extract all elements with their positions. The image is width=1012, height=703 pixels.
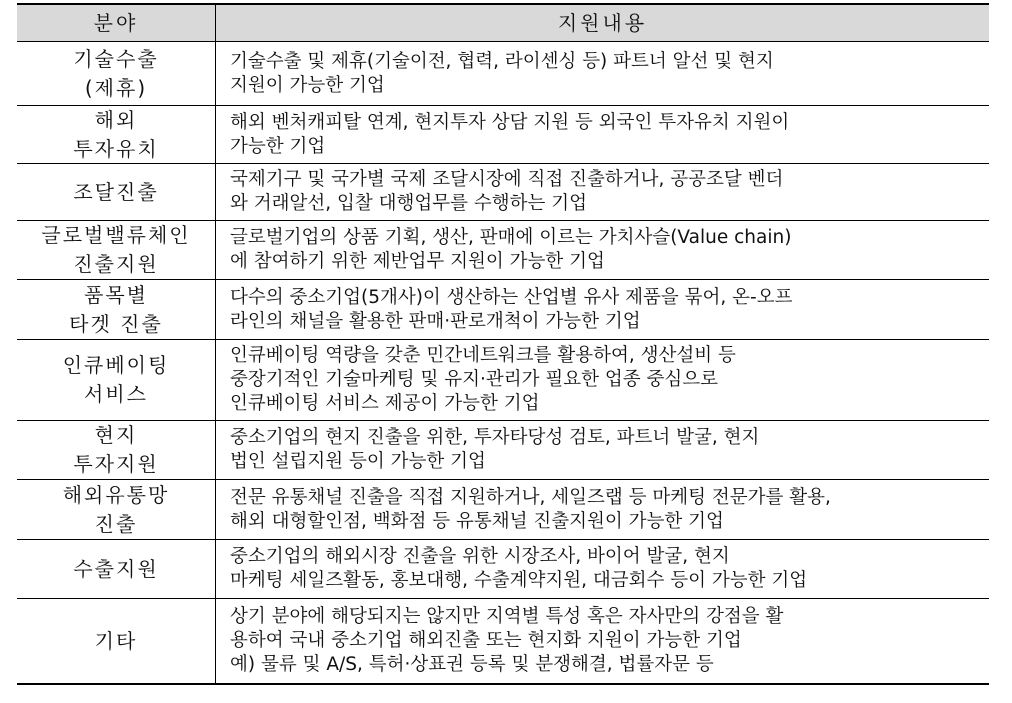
row-category: 해외 투자유치: [17, 106, 216, 163]
table-row: [17, 421, 989, 480]
header-category: 분야: [17, 5, 216, 41]
row-description: 인큐베이팅 역량을 갖춘 민간네트워크를 활용하여, 생산설비 등 중장기적인 기술마케팅 및 유지·관리가 필요한 업종 중심으로 인큐베이팅 서비스 제공이 가능한 기업: [230, 345, 736, 414]
table-row: [17, 42, 989, 106]
row-category: 기타: [17, 599, 216, 683]
row-category: 현지 투자지원: [17, 421, 216, 479]
row-category: 기술수출 (제휴): [17, 42, 216, 105]
header-description: 지원내용: [557, 11, 648, 35]
table-row: [17, 340, 989, 421]
support-table: [17, 3, 989, 685]
row-category: 수출지원: [17, 540, 216, 598]
table-row: [17, 106, 989, 164]
row-category: 인큐베이팅 서비스: [17, 340, 216, 420]
row-description: 해외 벤처캐피탈 연계, 현지투자 상담 지원 등 외국인 투자유치 지원이 가능한 기업: [230, 111, 790, 157]
table-row: [17, 221, 989, 280]
table-row: [17, 280, 989, 340]
table-row: [17, 480, 989, 540]
row-category: 해외유통망 진출: [17, 480, 216, 539]
table-row: [17, 540, 989, 599]
row-description: 국제기구 및 국가별 국제 조달시장에 직접 진출하거나, 공공조달 벤더 와 거래알선, 입찰 대행업무를 수행하는 기업: [230, 169, 784, 214]
row-description: 글로벌기업의 상품 기획, 생산, 판매에 이르는 가치사슬(Value chain) 에 참여하기 위한 제반업무 지원이 가능한 기업: [230, 227, 792, 272]
row-description: 중소기업의 현지 진출을 위한, 투자타당성 검토, 파트너 발굴, 현지 법인 설립지원 등이 가능한 기업: [230, 427, 760, 472]
row-description: 다수의 중소기업(5개사)이 생산하는 산업별 유사 제품을 묶어, 온-오프 라인의 채널을 활용한 판매·판로개척이 가능한 기업: [230, 286, 793, 332]
row-description: 상기 분야에 해당되지는 않지만 지역별 특성 혹은 자사만의 강점을 활 용하여 국내 중소기업 해외진출 또는 현지화 지원이 가능한 기업 예) 물류 및 A/S, 특허·상표권 등록 및 분쟁해결, 법률자문 등: [230, 606, 784, 675]
row-category: 품목별 타겟 진출: [17, 280, 216, 339]
row-category: 글로벌밸류체인 진출지원: [17, 221, 216, 279]
row-category: 조달진출: [17, 164, 216, 220]
row-description: 중소기업의 해외시장 진출을 위한 시장조사, 바이어 발굴, 현지 마케팅 세일즈활동, 홍보대행, 수출계약지원, 대금회수 등이 가능한 기업: [230, 546, 808, 591]
table-header-row: [17, 5, 989, 42]
row-description: 전문 유통채널 진출을 직접 지원하거나, 세일즈랩 등 마케팅 전문가를 활용, 해외 대형할인점, 백화점 등 유통채널 진출지원이 가능한 기업: [230, 486, 831, 532]
row-description: 기술수출 및 제휴(기술이전, 협력, 라이센싱 등) 파트너 알선 및 현지 지원이 가능한 기업: [230, 50, 774, 96]
table-row: [17, 599, 989, 683]
table-row: [17, 164, 989, 221]
